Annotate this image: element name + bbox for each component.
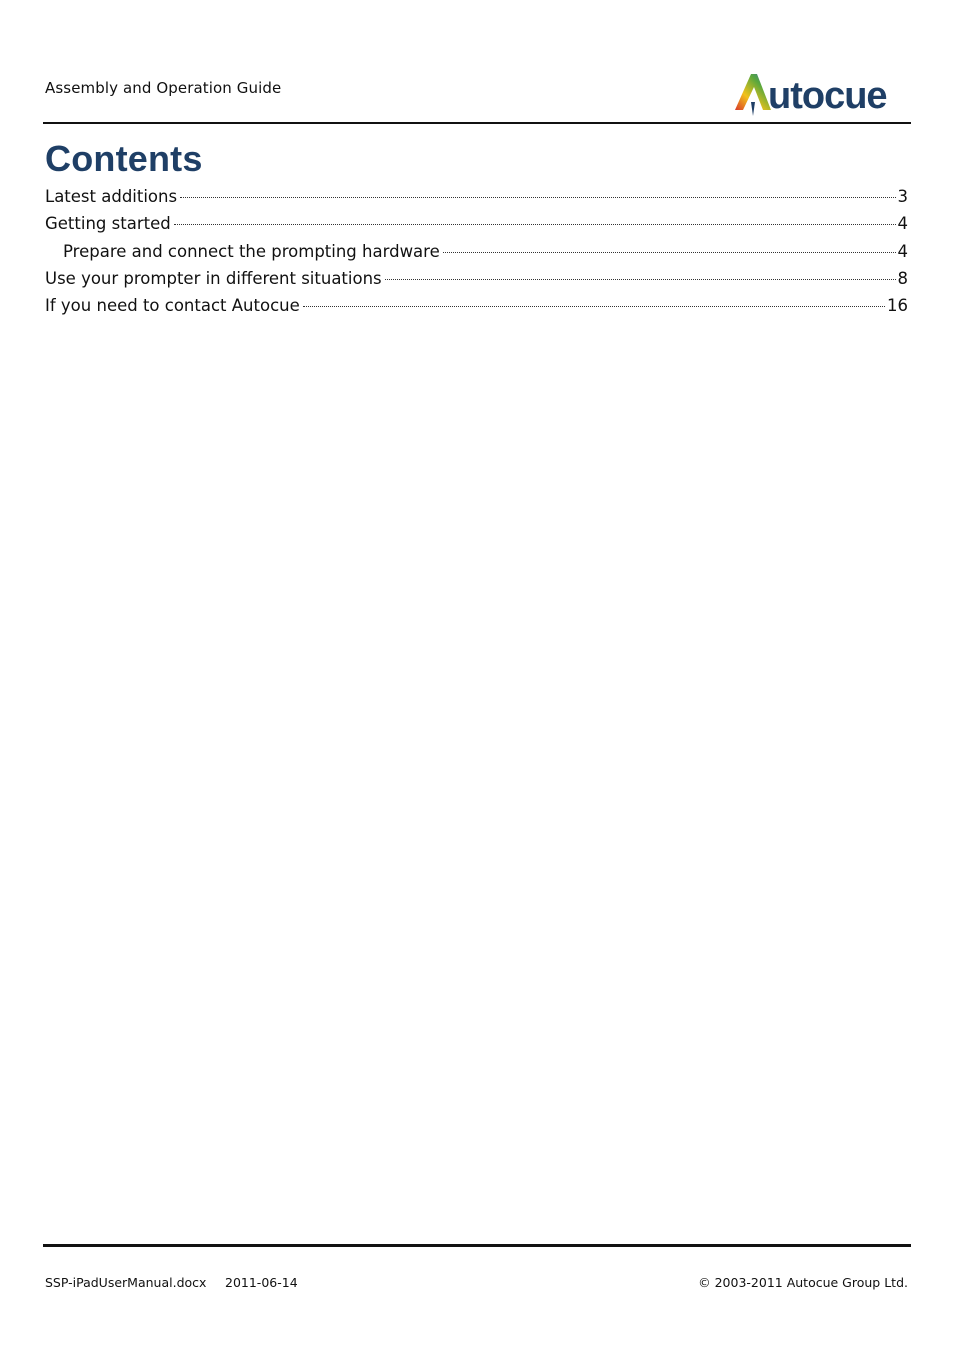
toc-entry-getting-started[interactable] bbox=[45, 214, 908, 241]
footer-copyright: © 2003-2011 Autocue Group Ltd. bbox=[698, 1275, 908, 1290]
toc-entry-page: 16 bbox=[887, 296, 908, 316]
toc-dot-leader bbox=[180, 197, 895, 198]
autocue-logo bbox=[733, 70, 913, 118]
toc-entry-label: If you need to contact Autocue bbox=[45, 296, 300, 316]
toc-entry-label: Latest additions bbox=[45, 187, 178, 206]
toc-dot-leader bbox=[303, 306, 885, 307]
toc-dot-leader bbox=[385, 279, 896, 280]
toc-entry-prepare-hardware[interactable] bbox=[45, 242, 908, 269]
contents-heading: Contents bbox=[45, 138, 203, 179]
header-rule bbox=[43, 122, 911, 124]
toc-entry-use-prompter[interactable] bbox=[45, 269, 908, 296]
footer-rule bbox=[43, 1244, 911, 1247]
svg-text:utocue: utocue bbox=[768, 75, 887, 117]
toc-entry-page: 3 bbox=[897, 187, 908, 206]
toc-entry-label: Prepare and connect the prompting hardware bbox=[63, 241, 440, 261]
toc-dot-leader bbox=[174, 224, 896, 225]
autocue-logo-graphic bbox=[733, 70, 913, 118]
toc-entry-label: Use your prompter in different situations bbox=[45, 268, 382, 288]
toc-entry-label: Getting started bbox=[45, 214, 171, 234]
toc-entry-page: 4 bbox=[897, 214, 908, 234]
footer-date: 2011-06-14 bbox=[225, 1275, 298, 1290]
toc-entry-page: 4 bbox=[897, 241, 908, 261]
footer-filename: SSP-iPadUserManual.docx bbox=[45, 1275, 207, 1290]
toc-entry-page: 8 bbox=[897, 268, 908, 288]
toc-entry-latest-additions[interactable] bbox=[45, 187, 908, 214]
header-document-title: Assembly and Operation Guide bbox=[45, 79, 282, 97]
table-of-contents bbox=[45, 187, 908, 323]
toc-entry-contact-autocue[interactable] bbox=[45, 296, 908, 323]
toc-dot-leader bbox=[443, 252, 896, 253]
